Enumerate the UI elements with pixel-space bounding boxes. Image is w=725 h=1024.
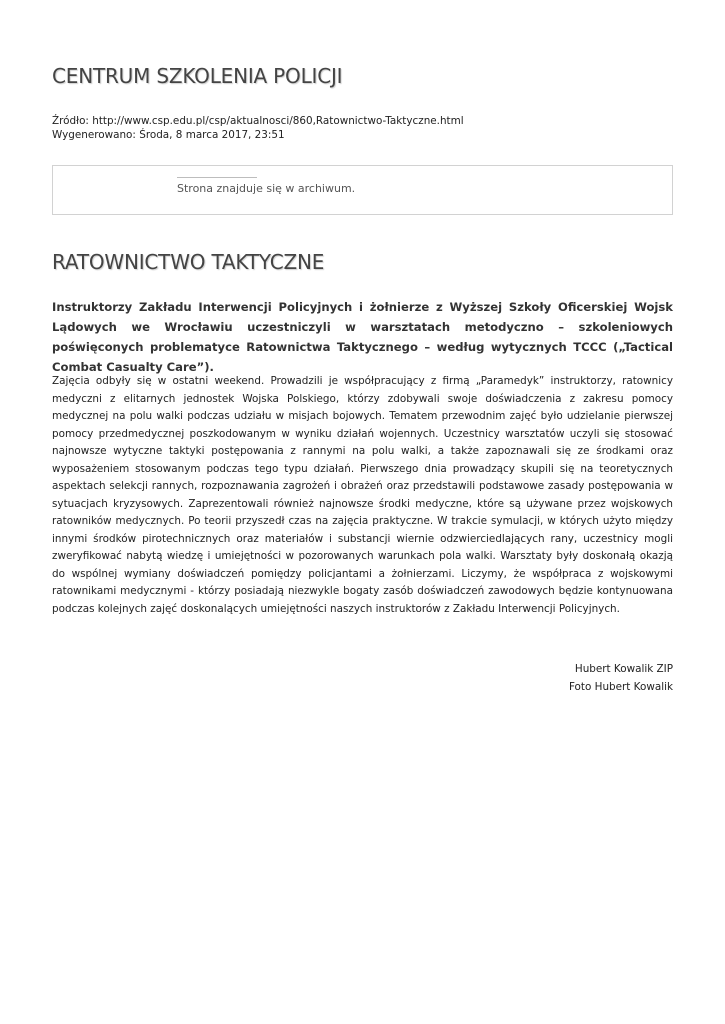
article-body: Zajęcia odbyły się w ostatni weekend. Prowadzili je współpracujący z firmą „Paramedyk” instruktorzy, ratownicy medyczni z elitarnych jednostek Wojska Polskiego, którzy zdobywali swoje doświadczenia z zakresu pomocy medycznej na polu walki podczas udziału w misjach bojowych. Tematem przewodnim zajęć było udzielanie pierwszej pomocy przedmedycznej poszkodowanym w wyniku działań wojennych. Uczestnicy warsztatów uczyli się stosować najnowsze wytyczne taktyki postępowania z rannymi na polu walki, a także zapoznawali się ze środkami oraz wyposażeniem stosowanym podczas tego typu działań. Pierwszego dnia prowadzący skupili się na teoretycznych aspektach selekcji rannych, rozpoznawania zagrożeń i obrażeń oraz przedstawili podstawowe zasady postępowania w sytuacjach kryzysowych. Zaprezentowali również najnowsze środki medyczne, które są używane przez wojskowych ratowników medycznych. Po teorii przyszedł czas na zajęcia praktyczne. W trakcie symulacji, w których użyto między innymi środków pirotechnicznych oraz materiałów i substancji wiernie odzwierciedlających rany, uczestnicy mogli zweryfikować nabytą wiedzę i umiejętności w pozorowanych warunkach pola walki. Warsztaty były doskonałą okazją do wspólnej wymiany doświadczeń pomiędzy policjantami a żołnierzami. Liczymy, że współpraca z wojskowymi ratownikami medycznymi - którzy posiadają niezwykle bogaty zasób doświadczeń zawodowych będzie kontynuowana podczas kolejnych zajęć doskonalących umiejętności naszych instruktorów z Zakładu Interwencji Policyjnych.	[52, 375, 673, 615]
generated-date-line: Wygenerowano: Środa, 8 marca 2017, 23:51	[52, 129, 285, 141]
archive-notice-text: Strona znajduje się w archiwum.	[177, 182, 356, 195]
photo-credit: Foto Hubert Kowalik	[568, 681, 673, 693]
article-title: RATOWNICTWO TAKTYCZNE	[52, 250, 325, 274]
article-lead: Instruktorzy Zakładu Interwencji Policyjnych i żołnierze z Wyższej Szkoły Oficerskiej Wojsk Lądowych we Wrocławiu uczestniczyli w warsztatach metodyczno – szkoleniowych poświęconych problematyce Ratownictwa Taktycznego – według wytycznych TCCC („Tactical Combat Casualty Care”).	[52, 300, 673, 374]
site-title: CENTRUM SZKOLENIA POLICJI	[52, 64, 343, 88]
archive-notice-box	[52, 165, 673, 215]
print-metadata	[52, 114, 464, 142]
article-author: Hubert Kowalik ZIP	[574, 663, 673, 675]
article-signature	[569, 660, 673, 696]
archive-notice-divider	[177, 177, 257, 178]
source-url-line: Źródło: http://www.csp.edu.pl/csp/aktualnosci/860,Ratownictwo-Taktyczne.html	[52, 115, 464, 127]
